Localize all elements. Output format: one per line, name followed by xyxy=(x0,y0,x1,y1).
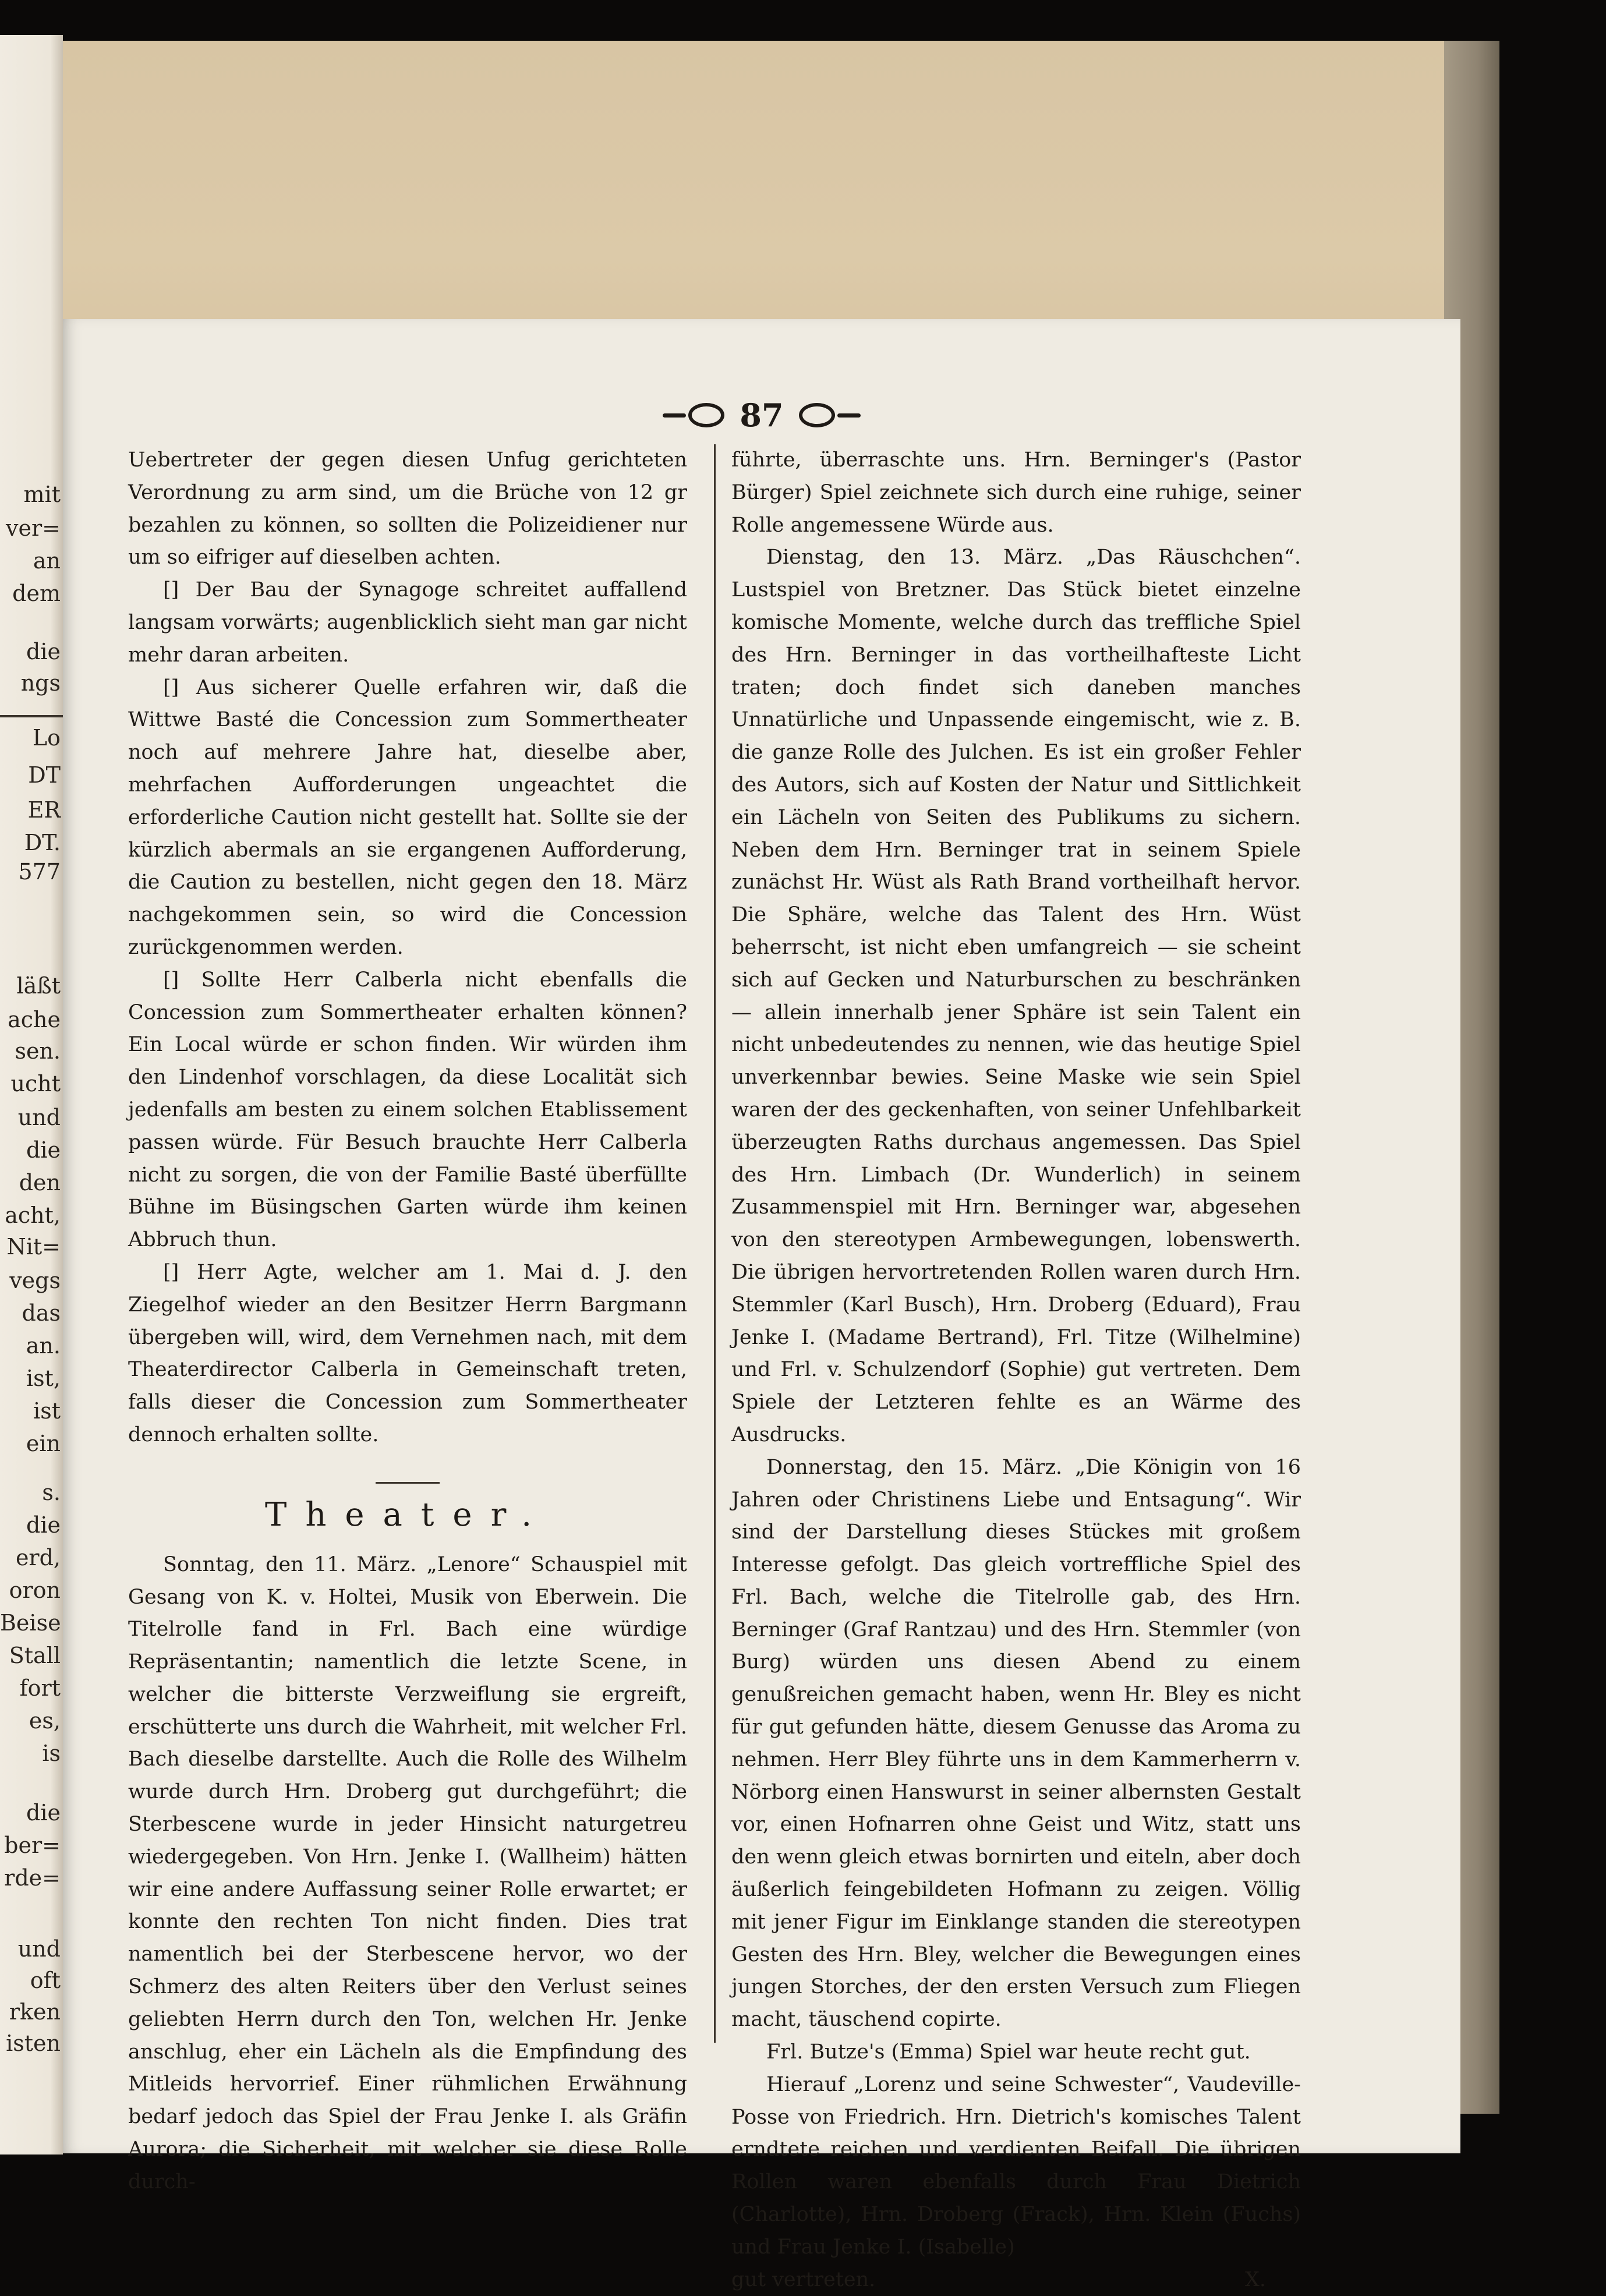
left-fragment: rde= xyxy=(4,1865,61,1891)
article-paragraph: Dienstag, den 13. März. „Das Räuschchen“. Lustspiel von Bretzner. Das Stück bietet einzelne komische Momente, welche durch das treffliche Spiel des Hrn. Berninger in das vortheilhafteste Licht traten; doch findet sich daneben manches Unnatürliche und Unpassende eingemischt, wie z. B. die ganze Rolle des Julchen. Es ist ein großer Fehler des Autors, sich auf Kosten der Natur und Sittlichkeit ein Lächeln von Seiten des Publikums zu sichern. Neben dem Hrn. Berninger trat in seinem Spiele zunächst Hr. Wüst als Rath Brand vortheilhaft hervor. Die Sphäre, welche das Talent des Hrn. Wüst beherrscht, ist nicht eben umfangreich — sie scheint sich auf Gecken und Naturburschen zu beschränken — allein innerhalb jener Sphäre ist sein Talent ein nicht unbedeutendes zu nennen, wie das heutige Spiel unverkennbar bewies. Seine Maske wie sein Spiel waren der des geckenhaften, von seiner Unfehlbarkeit überzeugten Raths durchaus angemessen. Das Spiel des Hrn. Limbach (Dr. Wunderlich) in seinem Zusammenspiel mit Hrn. Berninger war, abgesehen von den stereotypen Armbewegungen, lobenswerth. Die übrigen hervortretenden Rollen waren durch Hrn. Stemmler (Karl Busch), Hrn. Droberg (Eduard), Frau Jenke I. (Madame Bertrand), Frl. Titze (Wilhelmine) und Frl. v. Schulzendorf (Sophie) gut vertreten. Dem Spiele der Letzteren fehlte es an Wärme des Ausdrucks. xyxy=(731,546,1301,1446)
ornament-left-icon xyxy=(663,403,724,427)
right-column xyxy=(731,444,1301,2296)
article-paragraph: Donnerstag, den 15. März. „Die Königin von 16 Jahren oder Christinens Liebe und Entsagung“. Wir sind der Darstellung dieses Stückes mit großem Interesse gefolgt. Das gleich vortreffliche Spiel des Frl. Bach, welche die Titelrolle gab, des Hrn. Berninger (Graf Rantzau) und des Hrn. Stemmler (von Burg) würden uns diesen Abend zu einem genußreichen gemacht haben, wenn Hr. Bley es nicht für gut gefunden hätte, diesem Genusse das Aroma zu nehmen. Herr Bley führte uns in dem Kammerherrn v. Nörborg einen Hanswurst in seiner albernsten Gestalt vor, einen Hofnarren ohne Geist und Witz, statt uns den wenn gleich etwas bornirten und eiteln, aber doch äußerlich feingebildeten Hofmann zu zeigen. Völlig mit jener Figur im Einklange standen die stereotypen Gesten des Hrn. Bley, welcher die Bewegungen eines jungen Storches, der den ersten Versuch zum Fliegen macht, täuschend copirte. xyxy=(731,1455,1301,2032)
left-fragment: die xyxy=(26,1800,61,1826)
left-fragment: den xyxy=(19,1170,61,1195)
article-paragraph: Uebertreter der gegen diesen Unfug gerichteten Verordnung zu arm sind, um die Brüche von 12 gr bezahlen zu können, so sollten die Polizeidiener nur um so eifriger auf dieselben achten. xyxy=(128,448,687,569)
closing-line xyxy=(731,2264,1301,2296)
adjacent-page-strip xyxy=(0,35,63,2155)
section-heading: Theater. xyxy=(264,1495,550,1534)
closing-text: gut vertreten. xyxy=(731,2267,876,2291)
left-fragment: an. xyxy=(26,1333,61,1359)
left-fragment: Lo xyxy=(32,725,61,751)
left-fragment: isten xyxy=(6,2030,61,2056)
left-fragment: oron xyxy=(9,1577,61,1603)
left-fragment: ngs xyxy=(20,670,61,696)
left-fragment: oft xyxy=(30,1968,61,1993)
article-paragraph: [] Aus sicherer Quelle erfahren wir, daß die Wittwe Basté die Concession zum Sommertheater noch auf mehrere Jahre hat, dieselbe aber, mehrfachen Aufforderungen ungeachtet die erforderliche Caution nicht gestellt hat. Sollte sie der kürzlich abermals an sie ergangenen Aufforderung, die Caution zu bestellen, nicht gegen den 18. März nachgekommen sein, so wird die Concession zurückgenommen werden. xyxy=(128,675,687,959)
left-fragment: s. xyxy=(42,1480,61,1505)
left-fragment: is xyxy=(42,1740,61,1766)
left-fragment: 577 xyxy=(18,859,61,885)
left-fragment: die xyxy=(26,639,61,664)
column-rule xyxy=(714,444,716,2043)
left-fragment: ist, xyxy=(26,1365,61,1391)
left-fragment: und xyxy=(17,1936,61,1962)
left-fragment: vegs xyxy=(9,1268,61,1293)
left-fragment: die xyxy=(26,1512,61,1538)
left-fragment: ver= xyxy=(6,515,61,541)
left-fragment: sen. xyxy=(15,1038,61,1064)
folio xyxy=(657,392,866,438)
article-paragraph: Frl. Butze's (Emma) Spiel war heute recht gut. xyxy=(766,2040,1251,2064)
article-paragraph: [] Sollte Herr Calberla nicht ebenfalls die Concession zum Sommertheater erhalten können? Ein Local würde er schon finden. Wir würden ihm den Lindenhof vorschlagen, da diese Localität sich jedenfalls am besten zu einem solchen Etablissement passen würde. Für Besuch brauchte Herr Calberla nicht zu sorgen, die von der Familie Basté überfüllte Bühne im Büsingschen Garten würde ihm keinen Abbruch thun. xyxy=(128,968,687,1252)
article-paragraph: führte, überraschte uns. Hrn. Berninger's (Pastor Bürger) Spiel zeichnete sich durch eine ruhige, seiner Rolle angemessene Würde aus. xyxy=(731,448,1301,537)
left-fragment: dem xyxy=(12,581,61,606)
left-column xyxy=(128,444,687,2199)
left-fragment: ucht xyxy=(10,1071,61,1096)
left-fragment: acht, xyxy=(5,1202,61,1228)
left-fragment: ber= xyxy=(4,1832,61,1858)
left-fragment: Stall xyxy=(9,1643,61,1668)
left-fragment: rken xyxy=(9,1999,61,2025)
author-signature: X. xyxy=(1244,2267,1266,2291)
ornament-right-icon xyxy=(799,403,861,427)
section-rule xyxy=(376,1482,440,1484)
left-fragment: ist xyxy=(33,1398,61,1424)
left-fragment: DT. xyxy=(24,830,61,855)
left-fragment: erd, xyxy=(15,1545,61,1570)
left-fragment: ein xyxy=(26,1431,61,1456)
left-divider xyxy=(0,715,63,717)
left-fragment: es, xyxy=(29,1708,61,1734)
article-paragraph: [] Der Bau der Synagoge schreitet auffallend langsam vorwärts; augenblicklich sieht man gar nicht mehr daran arbeiten. xyxy=(128,578,687,667)
left-fragment: und xyxy=(17,1105,61,1130)
left-fragment: ache xyxy=(8,1007,61,1032)
left-fragment: ER xyxy=(27,797,61,823)
left-fragment: DT xyxy=(28,762,61,788)
left-fragment: die xyxy=(26,1137,61,1163)
article-paragraph: Hierauf „Lorenz und seine Schwester“, Vaudeville-Posse von Friedrich. Hrn. Dietrich's komisches Talent erndtete reichen und verdienten Beifall. Die übrigen Rollen waren ebenfalls durch Frau Dietrich (Charlotte), Hrn. Droberg (Frack), Hrn. Klein (Fuchs) und Frau Jenke I. (Isabelle) xyxy=(731,2072,1301,2259)
left-fragment: Beise xyxy=(0,1610,61,1636)
left-fragment: das xyxy=(22,1300,61,1326)
left-fragment: an xyxy=(33,548,61,574)
left-fragment: mit xyxy=(23,482,61,507)
article-paragraph: [] Herr Agte, welcher am 1. Mai d. J. den Ziegelhof wieder an den Besitzer Herrn Bargmann übergeben will, wird, dem Vernehmen nach, mit dem Theaterdirector Calberla in Gemeinschaft treten, falls dieser die Concession zum Sommertheater dennoch erhalten sollte. xyxy=(128,1260,687,1446)
theater-paragraph: Sonntag, den 11. März. „Lenore“ Schauspiel mit Gesang von K. v. Holtei, Musik von Eberwein. Die Titelrolle fand in Frl. Bach eine würdige Repräsentantin; namentlich die letzte Scene, in welcher die bitterste Verzweiflung sie ergreift, erschütterte uns durch die Wahrheit, mit welcher Frl. Bach dieselbe darstellte. Auch die Rolle des Wilhelm wurde durch Hrn. Droberg gut durchgeführt; die Sterbescene wurde in jeder Hinsicht naturgetreu wiedergegeben. Von Hrn. Jenke I. (Wallheim) hätten wir eine andere Auffassung seiner Rolle erwartet; er konnte den rechten Ton nicht finden. Dies trat namentlich bei der Sterbescene hervor, wo der Schmerz des alten Reiters über den Verlust seines geliebten Herrn durch den Ton, welchen Hr. Jenke anschlug, eher ein Lächeln als die Empfindung des Mitleids hervorrief. Einer rühmlichen Erwähnung bedarf jedoch das Spiel der Frau Jenke I. als Gräfin Aurora; die Sicherheit, mit welcher sie diese Rolle durch- xyxy=(128,1552,687,2194)
left-fragment: Nit= xyxy=(6,1234,61,1260)
newspaper-page xyxy=(63,319,1460,2291)
left-fragment: läßt xyxy=(16,973,61,999)
page-number: 87 xyxy=(740,397,784,434)
left-fragment: fort xyxy=(19,1675,61,1701)
